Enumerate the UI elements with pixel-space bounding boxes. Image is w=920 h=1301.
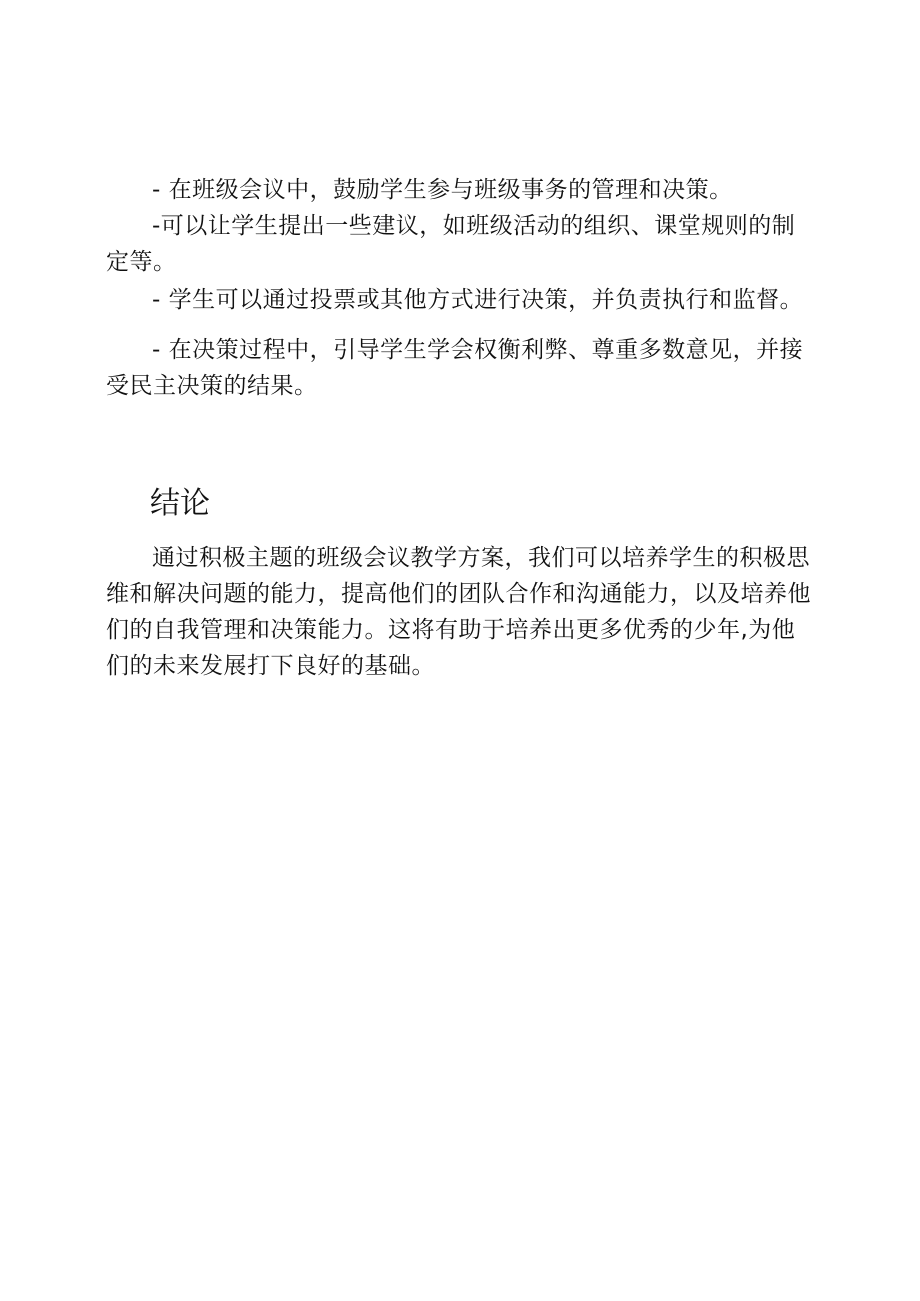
section-heading-conclusion: 结论 bbox=[150, 486, 210, 521]
bullet-paragraph-3: - 学生可以通过投票或其他方式进行决策，并负责执行和监督。 bbox=[152, 287, 804, 313]
bullet-paragraph-4: - 在决策过程中，引导学生学会权衡利弊、尊重多数意见，并接受民主决策的结果。 bbox=[106, 337, 804, 399]
conclusion-paragraph: 通过积极主题的班级会议教学方案，我们可以培养学生的积极思维和解决问题的能力，提高他们的团队合作和沟通能力，以及培养他们的自我管理和决策能力。这将有助于培养出更多优秀的少年,为他们的未来发展打下良好的基础。 bbox=[106, 545, 811, 679]
bullet-paragraph-2: -可以让学生提出一些建议，如班级活动的组织、课堂规则的制定等。 bbox=[106, 213, 796, 275]
bullet-paragraph-1: - 在班级会议中，鼓励学生参与班级事务的管理和决策。 bbox=[152, 177, 733, 203]
